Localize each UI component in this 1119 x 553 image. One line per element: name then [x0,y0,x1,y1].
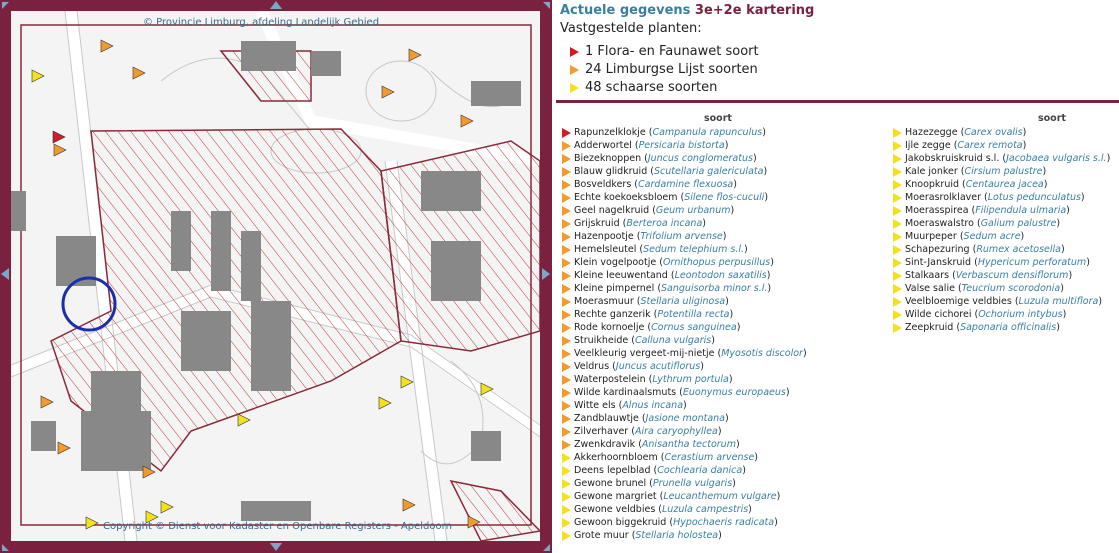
column-header-left: soort [704,113,732,124]
orange-triangle-icon [562,271,571,281]
column-header-right: soort [1038,113,1066,124]
species-name: Adderwortel [574,140,632,151]
species-item[interactable]: Rode kornoelje ( Cornus sanguinea ) [562,321,807,334]
species-scientific-name: Trifolium arvense [640,231,723,242]
species-item[interactable]: Stalkaars ( Verbascum densiflorum ) [893,269,1110,282]
species-item[interactable]: Kleine pimpernel ( Sanguisorba minor s.l. ) [562,282,807,295]
yellow-triangle-icon [893,297,902,307]
species-scientific-name: Hypericum perforatum [977,257,1087,268]
summary-label: 1 Flora- en Faunawet soort [585,44,759,59]
species-name: Hazezegge [905,127,958,138]
species-item[interactable]: Schapezuring ( Rumex acetosella ) [893,243,1110,256]
species-name: Akkerhoornbloem [574,452,658,463]
species-scientific-name: Leucanthemum vulgare [663,491,777,502]
yellow-triangle-icon [893,206,902,216]
species-scientific-name: Jacobaea vulgaris s.l. [1006,153,1107,164]
yellow-triangle-icon [893,284,902,294]
species-item[interactable]: Biezeknoppen ( Juncus conglomeratus ) [562,152,807,165]
yellow-triangle-icon [562,466,571,476]
species-name: Valse salie [905,283,955,294]
pan-left-arrow[interactable] [1,268,9,280]
orange-triangle-icon [562,141,571,151]
species-item[interactable]: Hazenpootje ( Trifolium arvense ) [562,230,807,243]
orange-triangle-icon [562,232,571,242]
species-item[interactable]: Grijskruid ( Berteroa incana ) [562,217,807,230]
yellow-triangle-icon [562,453,571,463]
yellow-triangle-icon [893,323,902,333]
species-item[interactable]: Witte els ( Alnus incana ) [562,399,807,412]
orange-triangle-icon [562,362,571,372]
species-scientific-name: Cirsium palustre [964,166,1043,177]
species-name: Hemelsleutel [574,244,637,255]
species-item[interactable]: Ijle zegge ( Carex remota ) [893,139,1110,152]
species-item[interactable]: Gewone margriet ( Leucanthemum vulgare ) [562,490,807,503]
species-item[interactable]: Bosveldkers ( Cardamine flexuosa ) [562,178,807,191]
orange-triangle-icon [562,258,571,268]
species-scientific-name: Cornus sanguinea [651,322,737,333]
species-name: Moeraswalstro [905,218,974,229]
species-item[interactable]: Geel nagelkruid ( Geum urbanum ) [562,204,807,217]
species-scientific-name: Hypochaeris radicata [673,517,775,528]
orange-triangle-icon [562,349,571,359]
species-scientific-name: Ochorium intybus [978,309,1063,320]
orange-triangle-icon [562,154,571,164]
species-item[interactable]: Wilde kardinaalsmuts ( Euonymus europaeus ) [562,386,807,399]
species-name: Gewone brunel [574,478,647,489]
species-scientific-name: Sedum telephium s.l. [643,244,744,255]
species-name: Jakobskruiskruid s.l. [905,153,1000,164]
species-list-left [562,126,807,542]
species-scientific-name: Cochlearia danica [657,465,743,476]
species-name: Grote muur [574,530,629,541]
species-item[interactable]: Veelbloemige veldbies ( Luzula multiflora ) [893,295,1110,308]
species-name: Schapezuring [905,244,970,255]
species-name: Geel nagelkruid [574,205,650,216]
yellow-triangle-icon [562,518,571,528]
species-item[interactable]: Echte koekoeksbloem ( Silene flos-cuculi ) [562,191,807,204]
pan-down-arrow[interactable] [270,543,282,551]
yellow-triangle-icon [893,167,902,177]
species-item[interactable]: Kleine leeuwentand ( Leontodon saxatilis ) [562,269,807,282]
summary-row-orange [570,62,758,77]
species-name: Stalkaars [905,270,950,281]
panel-subtitle: Vastgestelde planten: [560,21,702,36]
species-scientific-name: Saponaria officinalis [960,322,1057,333]
species-name: Moerasrolklaver [905,192,982,203]
orange-triangle-icon [562,193,571,203]
pan-downleft-arrow[interactable] [2,544,9,551]
pan-up-arrow[interactable] [270,1,282,9]
orange-triangle-icon [562,219,571,229]
species-name: Rode kornoelje [574,322,645,333]
yellow-triangle-icon [893,245,902,255]
species-scientific-name: Anisantha tectorum [641,439,736,450]
species-scientific-name: Stellaria uliginosa [640,296,726,307]
yellow-triangle-icon [893,193,902,203]
orange-triangle-icon [562,323,571,333]
orange-triangle-icon [562,297,571,307]
species-item[interactable]: Wilde cichorei ( Ochorium intybus ) [893,308,1110,321]
species-scientific-name: Lythrum portula [652,374,729,385]
map-canvas[interactable] [11,11,540,541]
species-panel [556,0,1119,553]
species-scientific-name: Stellaria holostea [635,530,719,541]
pan-right-arrow[interactable] [542,268,550,280]
summary-label: 24 Limburgse Lijst soorten [585,62,758,77]
species-name: Knoopkruid [905,179,960,190]
species-item[interactable]: Gewoon biggekruid ( Hypochaeris radicata ) [562,516,807,529]
species-scientific-name: Centaurea jacea [965,179,1044,190]
species-list-right [893,126,1110,334]
species-scientific-name: Juncus conglomeratus [647,153,753,164]
species-name: Zeepkruid [905,322,954,333]
species-scientific-name: Scutellaria galericulata [653,166,764,177]
species-item[interactable]: Hemelsleutel ( Sedum telephium s.l. ) [562,243,807,256]
species-item[interactable]: Moeraswalstro ( Galium palustre ) [893,217,1110,230]
species-scientific-name: Alnus incana [622,400,684,411]
species-scientific-name: Calluna vulgaris [634,335,712,346]
species-item[interactable]: Sint-Janskruid ( Hypericum perforatum ) [893,256,1110,269]
species-name: Grijskruid [574,218,620,229]
species-item[interactable]: Veelkleurig vergeet-mij-nietje ( Myosotis discolor ) [562,347,807,360]
species-scientific-name: Sedum acre [963,231,1021,242]
species-scientific-name: Potentilla recta [657,309,730,320]
yellow-triangle-icon [562,531,571,541]
species-name: Struikheide [574,335,629,346]
species-item[interactable]: Zandblauwtje ( Jasione montana ) [562,412,807,425]
species-item[interactable]: Blauw glidkruid ( Scutellaria galericulata ) [562,165,807,178]
species-name: Rapunzelklokje [574,127,646,138]
species-name: Gewone veldbies [574,504,656,515]
red-triangle-icon [570,47,579,57]
orange-triangle-icon [562,245,571,255]
species-scientific-name: Prunella vulgaris [652,478,733,489]
orange-triangle-icon [562,427,571,437]
orange-triangle-icon [562,180,571,190]
species-scientific-name: Cardamine flexuosa [638,179,734,190]
species-name: Rechte ganzerik [574,309,651,320]
species-name: Zwenkdravik [574,439,636,450]
species-item[interactable]: Moerasspirea ( Filipendula ulmaria ) [893,204,1110,217]
species-name: Ijle zegge [905,140,951,151]
species-item[interactable]: Jakobskruiskruid s.l. ( Jacobaea vulgaris s.l. ) [893,152,1110,165]
orange-triangle-icon [562,388,571,398]
species-scientific-name: Myosotis discolor [721,348,803,359]
species-item[interactable]: Zilverhaver ( Aira caryophyllea ) [562,425,807,438]
yellow-triangle-icon [893,141,902,151]
species-item[interactable]: Struikheide ( Calluna vulgaris ) [562,334,807,347]
species-item[interactable]: Moerasmuur ( Stellaria uliginosa ) [562,295,807,308]
species-item[interactable]: Hazezegge ( Carex ovalis ) [893,126,1110,139]
species-scientific-name: Filipendula ulmaria [975,205,1067,216]
species-name: Biezeknoppen [574,153,642,164]
species-item[interactable]: Veldrus ( Juncus acutiflorus ) [562,360,807,373]
yellow-triangle-icon [562,492,571,502]
species-name: Wilde kardinaalsmuts [574,387,677,398]
species-item[interactable]: Akkerhoornbloem ( Cerastium arvense ) [562,451,807,464]
map-credit-bottom: Copyright © Dienst voor Kadaster en Openbare Registers - Apeldoorn [103,521,452,532]
species-item[interactable]: Kale jonker ( Cirsium palustre ) [893,165,1110,178]
orange-triangle-icon [562,206,571,216]
species-scientific-name: Luzula multiflora [1018,296,1099,307]
species-scientific-name: Persicaria bistorta [638,140,725,151]
species-scientific-name: Aira caryophyllea [634,426,718,437]
species-name: Kleine leeuwentand [574,270,668,281]
species-name: Sint-Janskruid [905,257,972,268]
orange-triangle-icon [562,284,571,294]
orange-triangle-icon [570,65,579,75]
panel-title [560,3,814,18]
species-item[interactable]: Knoopkruid ( Centaurea jacea ) [893,178,1110,191]
species-scientific-name: Carex ovalis [964,127,1023,138]
species-item[interactable]: Moerasrolklaver ( Lotus pedunculatus ) [893,191,1110,204]
species-scientific-name: Carex remota [957,140,1023,151]
species-scientific-name: Geum urbanum [655,205,731,216]
orange-triangle-icon [562,310,571,320]
species-name: Wilde cichorei [905,309,972,320]
yellow-triangle-icon [893,310,902,320]
yellow-triangle-icon [893,232,902,242]
species-scientific-name: Lotus pedunculatus [987,192,1081,203]
species-name: Deens lepelblad [574,465,651,476]
species-name: Veldrus [574,361,610,372]
species-scientific-name: Leontodon saxatilis [674,270,767,281]
species-name: Zilverhaver [574,426,629,437]
species-name: Klein vogelpootje [574,257,657,268]
yellow-triangle-icon [893,219,902,229]
summary-row-red [570,44,759,59]
species-item[interactable]: Gewone veldbies ( Luzula campestris ) [562,503,807,516]
species-item[interactable]: Rechte ganzerik ( Potentilla recta ) [562,308,807,321]
species-scientific-name: Ornithopus perpusillus [662,257,771,268]
orange-triangle-icon [562,414,571,424]
species-scientific-name: Jasione montana [645,413,725,424]
species-name: Kleine pimpernel [574,283,655,294]
species-scientific-name: Juncus acutiflorus [615,361,701,372]
species-item[interactable]: Klein vogelpootje ( Ornithopus perpusillus ) [562,256,807,269]
species-item[interactable]: Deens lepelblad ( Cochlearia danica ) [562,464,807,477]
species-scientific-name: Rumex acetosella [976,244,1061,255]
summary-label: 48 schaarse soorten [585,80,718,95]
panel-divider [556,100,1119,103]
yellow-triangle-icon [893,154,902,164]
species-scientific-name: Euonymus europaeus [682,387,786,398]
orange-triangle-icon [562,401,571,411]
species-name: Blauw glidkruid [574,166,648,177]
species-name: Moerasspirea [905,205,969,216]
species-name: Echte koekoeksbloem [574,192,678,203]
topographic-map [11,11,540,541]
species-item[interactable]: Zeepkruid ( Saponaria officinalis ) [893,321,1110,334]
yellow-triangle-icon [562,505,571,515]
pan-upright-arrow[interactable] [543,2,550,9]
species-name: Kale jonker [905,166,958,177]
map-frame [0,0,552,553]
pan-upleft-arrow[interactable] [2,2,9,9]
panel-title-sub: 3e+2e kartering [694,3,815,18]
yellow-triangle-icon [893,180,902,190]
species-scientific-name: Cerastium arvense [664,452,755,463]
species-name: Witte els [574,400,616,411]
species-item[interactable]: Rapunzelklokje ( Campanula rapunculus ) [562,126,807,139]
yellow-triangle-icon [893,271,902,281]
yellow-triangle-icon [570,83,579,93]
species-name: Gewone margriet [574,491,657,502]
species-name: Gewoon biggekruid [574,517,667,528]
orange-triangle-icon [562,440,571,450]
species-name: Zandblauwtje [574,413,639,424]
species-scientific-name: Verbascum densiflorum [955,270,1069,281]
species-scientific-name: Sanguisorba minor s.l. [661,283,768,294]
species-scientific-name: Teucrium scorodonia [961,283,1061,294]
red-triangle-icon [562,128,571,138]
species-item[interactable]: Muurpeper ( Sedum acre ) [893,230,1110,243]
species-item[interactable]: Grote muur ( Stellaria holostea ) [562,529,807,542]
species-scientific-name: Campanula rapunculus [652,127,763,138]
pan-downright-arrow[interactable] [543,544,550,551]
orange-triangle-icon [562,167,571,177]
summary-row-yellow [570,80,717,95]
species-name: Muurpeper [905,231,957,242]
orange-triangle-icon [562,336,571,346]
species-scientific-name: Galium palustre [980,218,1057,229]
panel-title-main: Actuele gegevens [560,3,691,18]
species-scientific-name: Luzula campestris [662,504,749,515]
orange-triangle-icon [562,375,571,385]
yellow-triangle-icon [562,479,571,489]
species-name: Veelkleurig vergeet-mij-nietje [574,348,715,359]
species-name: Hazenpootje [574,231,634,242]
yellow-triangle-icon [893,128,902,138]
species-item[interactable]: Gewone brunel ( Prunella vulgaris ) [562,477,807,490]
map-credit-top: © Provincie Limburg, afdeling Landelijk Gebied [143,17,380,28]
species-scientific-name: Berteroa incana [626,218,703,229]
species-item[interactable]: Adderwortel ( Persicaria bistorta ) [562,139,807,152]
species-name: Moerasmuur [574,296,634,307]
species-name: Waterpostelein [574,374,646,385]
species-item[interactable]: Valse salie ( Teucrium scorodonia ) [893,282,1110,295]
species-item[interactable]: Waterpostelein ( Lythrum portula ) [562,373,807,386]
species-name: Veelbloemige veldbies [905,296,1012,307]
yellow-triangle-icon [893,258,902,268]
species-item[interactable]: Zwenkdravik ( Anisantha tectorum ) [562,438,807,451]
species-name: Bosveldkers [574,179,632,190]
species-scientific-name: Silene flos-cuculi [684,192,765,203]
